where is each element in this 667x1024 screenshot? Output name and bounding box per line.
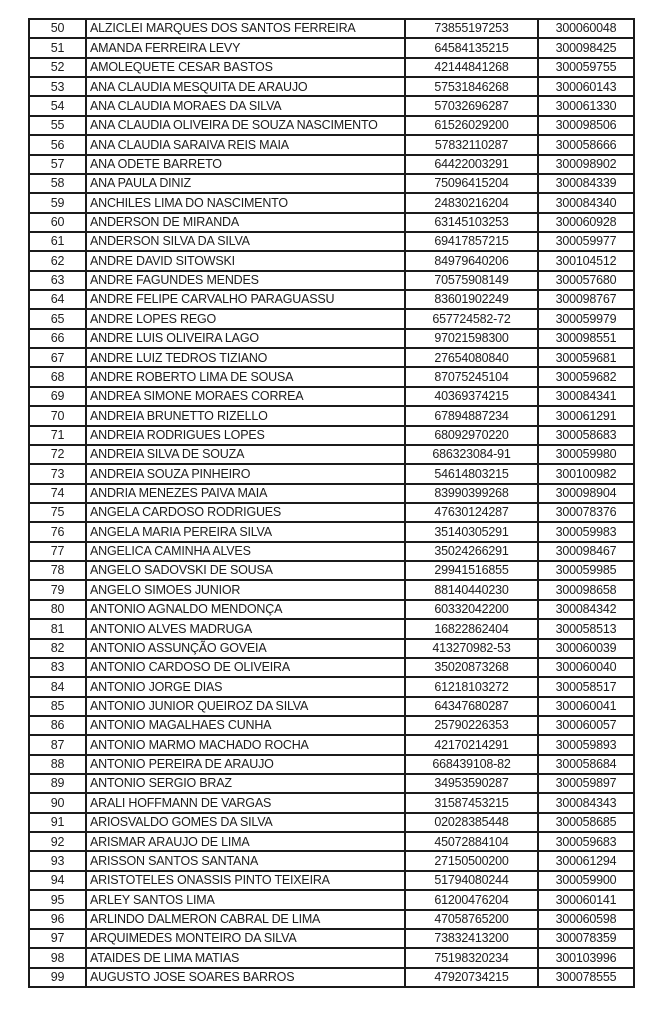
registration-number-cell: 300078376 bbox=[538, 503, 634, 522]
table-row bbox=[29, 271, 634, 290]
table-row bbox=[29, 232, 634, 251]
name-cell: ARALI HOFFMANN DE VARGAS bbox=[86, 793, 405, 812]
row-number-cell: 85 bbox=[29, 697, 86, 716]
name-cell: ATAIDES DE LIMA MATIAS bbox=[86, 948, 405, 967]
table-row bbox=[29, 755, 634, 774]
registration-number-cell: 300058517 bbox=[538, 677, 634, 696]
registration-number-cell: 300059977 bbox=[538, 232, 634, 251]
row-number-cell: 94 bbox=[29, 871, 86, 890]
table-row bbox=[29, 329, 634, 348]
name-cell: ANGELA CARDOSO RODRIGUES bbox=[86, 503, 405, 522]
table-row bbox=[29, 251, 634, 270]
table-row bbox=[29, 929, 634, 948]
table-row bbox=[29, 213, 634, 232]
roster-table bbox=[28, 18, 635, 988]
table-row bbox=[29, 445, 634, 464]
table-row bbox=[29, 484, 634, 503]
name-cell: ANTONIO MARMO MACHADO ROCHA bbox=[86, 735, 405, 754]
registration-number-cell: 300059682 bbox=[538, 367, 634, 386]
name-cell: ANA CLAUDIA SARAIVA REIS MAIA bbox=[86, 135, 405, 154]
document-number-cell: 668439108-82 bbox=[405, 755, 538, 774]
name-cell: ANDRE FAGUNDES MENDES bbox=[86, 271, 405, 290]
table-row bbox=[29, 793, 634, 812]
row-number-cell: 98 bbox=[29, 948, 86, 967]
document-number-cell: 686323084-91 bbox=[405, 445, 538, 464]
document-number-cell: 27654080840 bbox=[405, 348, 538, 367]
row-number-cell: 82 bbox=[29, 639, 86, 658]
registration-number-cell: 300078359 bbox=[538, 929, 634, 948]
document-number-cell: 70575908149 bbox=[405, 271, 538, 290]
name-cell: ANTONIO JORGE DIAS bbox=[86, 677, 405, 696]
name-cell: ARISTOTELES ONASSIS PINTO TEIXEIRA bbox=[86, 871, 405, 890]
row-number-cell: 83 bbox=[29, 658, 86, 677]
row-number-cell: 87 bbox=[29, 735, 86, 754]
registration-number-cell: 300060141 bbox=[538, 890, 634, 909]
row-number-cell: 63 bbox=[29, 271, 86, 290]
name-cell: ANA CLAUDIA OLIVEIRA DE SOUZA NASCIMENTO bbox=[86, 116, 405, 135]
name-cell: ANGELO SADOVSKI DE SOUSA bbox=[86, 561, 405, 580]
name-cell: ANGELO SIMOES JUNIOR bbox=[86, 580, 405, 599]
name-cell: ANDERSON SILVA DA SILVA bbox=[86, 232, 405, 251]
name-cell: ANGELICA CAMINHA ALVES bbox=[86, 542, 405, 561]
table-row bbox=[29, 619, 634, 638]
name-cell: ANTONIO AGNALDO MENDONÇA bbox=[86, 600, 405, 619]
document-number-cell: 61200476204 bbox=[405, 890, 538, 909]
row-number-cell: 78 bbox=[29, 561, 86, 580]
row-number-cell: 56 bbox=[29, 135, 86, 154]
registration-number-cell: 300059893 bbox=[538, 735, 634, 754]
row-number-cell: 80 bbox=[29, 600, 86, 619]
document-number-cell: 34953590287 bbox=[405, 774, 538, 793]
name-cell: ANDRE LOPES REGO bbox=[86, 309, 405, 328]
table-row bbox=[29, 735, 634, 754]
document-number-cell: 69417857215 bbox=[405, 232, 538, 251]
document-number-cell: 29941516855 bbox=[405, 561, 538, 580]
name-cell: ANDRE LUIS OLIVEIRA LAGO bbox=[86, 329, 405, 348]
table-row bbox=[29, 968, 634, 987]
row-number-cell: 66 bbox=[29, 329, 86, 348]
row-number-cell: 69 bbox=[29, 387, 86, 406]
table-row bbox=[29, 290, 634, 309]
registration-number-cell: 300061330 bbox=[538, 96, 634, 115]
row-number-cell: 67 bbox=[29, 348, 86, 367]
table-row bbox=[29, 387, 634, 406]
registration-number-cell: 300060041 bbox=[538, 697, 634, 716]
name-cell: ARLEY SANTOS LIMA bbox=[86, 890, 405, 909]
name-cell: ARIOSVALDO GOMES DA SILVA bbox=[86, 813, 405, 832]
name-cell: ARLINDO DALMERON CABRAL DE LIMA bbox=[86, 910, 405, 929]
document-number-cell: 35140305291 bbox=[405, 522, 538, 541]
name-cell: ANDREIA SILVA DE SOUZA bbox=[86, 445, 405, 464]
document-number-cell: 61218103272 bbox=[405, 677, 538, 696]
row-number-cell: 84 bbox=[29, 677, 86, 696]
document-number-cell: 42170214291 bbox=[405, 735, 538, 754]
name-cell: ANA ODETE BARRETO bbox=[86, 155, 405, 174]
name-cell: ANGELA MARIA PEREIRA SILVA bbox=[86, 522, 405, 541]
document-number-cell: 31587453215 bbox=[405, 793, 538, 812]
name-cell: ALZICLEI MARQUES DOS SANTOS FERREIRA bbox=[86, 19, 405, 38]
registration-number-cell: 300059681 bbox=[538, 348, 634, 367]
row-number-cell: 97 bbox=[29, 929, 86, 948]
name-cell: ANTONIO MAGALHAES CUNHA bbox=[86, 716, 405, 735]
table-row bbox=[29, 503, 634, 522]
document-number-cell: 35020873268 bbox=[405, 658, 538, 677]
document-number-cell: 35024266291 bbox=[405, 542, 538, 561]
name-cell: ANTONIO ALVES MADRUGA bbox=[86, 619, 405, 638]
document-number-cell: 84979640206 bbox=[405, 251, 538, 270]
document-number-cell: 16822862404 bbox=[405, 619, 538, 638]
document-number-cell: 40369374215 bbox=[405, 387, 538, 406]
registration-number-cell: 300059755 bbox=[538, 58, 634, 77]
row-number-cell: 89 bbox=[29, 774, 86, 793]
registration-number-cell: 300058685 bbox=[538, 813, 634, 832]
name-cell: ANDREIA RODRIGUES LOPES bbox=[86, 426, 405, 445]
row-number-cell: 95 bbox=[29, 890, 86, 909]
row-number-cell: 75 bbox=[29, 503, 86, 522]
document-number-cell: 61526029200 bbox=[405, 116, 538, 135]
row-number-cell: 65 bbox=[29, 309, 86, 328]
registration-number-cell: 300059985 bbox=[538, 561, 634, 580]
row-number-cell: 88 bbox=[29, 755, 86, 774]
document-number-cell: 57531846268 bbox=[405, 77, 538, 96]
name-cell: ANTONIO PEREIRA DE ARAUJO bbox=[86, 755, 405, 774]
name-cell: ANTONIO JUNIOR QUEIROZ DA SILVA bbox=[86, 697, 405, 716]
table-row bbox=[29, 522, 634, 541]
name-cell: ANTONIO ASSUNÇÃO GOVEIA bbox=[86, 639, 405, 658]
table-row bbox=[29, 19, 634, 38]
name-cell: ARISSON SANTOS SANTANA bbox=[86, 851, 405, 870]
document-number-cell: 67894887234 bbox=[405, 406, 538, 425]
registration-number-cell: 300058513 bbox=[538, 619, 634, 638]
table-row bbox=[29, 851, 634, 870]
registration-number-cell: 300078555 bbox=[538, 968, 634, 987]
name-cell: ANDREIA BRUNETTO RIZELLO bbox=[86, 406, 405, 425]
row-number-cell: 50 bbox=[29, 19, 86, 38]
registration-number-cell: 300058684 bbox=[538, 755, 634, 774]
row-number-cell: 51 bbox=[29, 38, 86, 57]
document-number-cell: 54614803215 bbox=[405, 464, 538, 483]
table-row bbox=[29, 813, 634, 832]
row-number-cell: 57 bbox=[29, 155, 86, 174]
table-row bbox=[29, 600, 634, 619]
table-row bbox=[29, 155, 634, 174]
registration-number-cell: 300098425 bbox=[538, 38, 634, 57]
document-number-cell: 88140440230 bbox=[405, 580, 538, 599]
table-row bbox=[29, 677, 634, 696]
registration-number-cell: 300059980 bbox=[538, 445, 634, 464]
name-cell: ARQUIMEDES MONTEIRO DA SILVA bbox=[86, 929, 405, 948]
name-cell: ANDRE ROBERTO LIMA DE SOUSA bbox=[86, 367, 405, 386]
table-row bbox=[29, 174, 634, 193]
registration-number-cell: 300104512 bbox=[538, 251, 634, 270]
document-number-cell: 25790226353 bbox=[405, 716, 538, 735]
row-number-cell: 61 bbox=[29, 232, 86, 251]
table-row bbox=[29, 871, 634, 890]
row-number-cell: 99 bbox=[29, 968, 86, 987]
table-row bbox=[29, 561, 634, 580]
document-number-cell: 657724582-72 bbox=[405, 309, 538, 328]
row-number-cell: 60 bbox=[29, 213, 86, 232]
table-row bbox=[29, 309, 634, 328]
row-number-cell: 81 bbox=[29, 619, 86, 638]
name-cell: ANDRIA MENEZES PAIVA MAIA bbox=[86, 484, 405, 503]
table-row bbox=[29, 426, 634, 445]
table-row bbox=[29, 697, 634, 716]
document-number-cell: 75198320234 bbox=[405, 948, 538, 967]
document-number-cell: 63145103253 bbox=[405, 213, 538, 232]
registration-number-cell: 300098904 bbox=[538, 484, 634, 503]
registration-number-cell: 300060040 bbox=[538, 658, 634, 677]
registration-number-cell: 300059900 bbox=[538, 871, 634, 890]
document-number-cell: 47630124287 bbox=[405, 503, 538, 522]
document-number-cell: 47058765200 bbox=[405, 910, 538, 929]
registration-number-cell: 300084342 bbox=[538, 600, 634, 619]
table-row bbox=[29, 77, 634, 96]
name-cell: ANA CLAUDIA MESQUITA DE ARAUJO bbox=[86, 77, 405, 96]
registration-number-cell: 300059979 bbox=[538, 309, 634, 328]
registration-number-cell: 300084343 bbox=[538, 793, 634, 812]
table-row bbox=[29, 38, 634, 57]
row-number-cell: 62 bbox=[29, 251, 86, 270]
document-number-cell: 27150500200 bbox=[405, 851, 538, 870]
registration-number-cell: 300098902 bbox=[538, 155, 634, 174]
name-cell: ANDRE DAVID SITOWSKI bbox=[86, 251, 405, 270]
document-number-cell: 64422003291 bbox=[405, 155, 538, 174]
row-number-cell: 64 bbox=[29, 290, 86, 309]
table-row bbox=[29, 542, 634, 561]
registration-number-cell: 300098467 bbox=[538, 542, 634, 561]
table-row bbox=[29, 910, 634, 929]
registration-number-cell: 300060039 bbox=[538, 639, 634, 658]
registration-number-cell: 300061294 bbox=[538, 851, 634, 870]
row-number-cell: 58 bbox=[29, 174, 86, 193]
registration-number-cell: 300060143 bbox=[538, 77, 634, 96]
registration-number-cell: 300061291 bbox=[538, 406, 634, 425]
registration-number-cell: 300059683 bbox=[538, 832, 634, 851]
registration-number-cell: 300058666 bbox=[538, 135, 634, 154]
name-cell: AUGUSTO JOSE SOARES BARROS bbox=[86, 968, 405, 987]
table-row bbox=[29, 96, 634, 115]
table-row bbox=[29, 193, 634, 212]
table-row bbox=[29, 832, 634, 851]
table-row bbox=[29, 658, 634, 677]
name-cell: ANTONIO SERGIO BRAZ bbox=[86, 774, 405, 793]
document-number-cell: 73855197253 bbox=[405, 19, 538, 38]
name-cell: AMOLEQUETE CESAR BASTOS bbox=[86, 58, 405, 77]
table-row bbox=[29, 774, 634, 793]
row-number-cell: 52 bbox=[29, 58, 86, 77]
document-number-cell: 87075245104 bbox=[405, 367, 538, 386]
name-cell: ANDRE FELIPE CARVALHO PARAGUASSU bbox=[86, 290, 405, 309]
document-number-cell: 68092970220 bbox=[405, 426, 538, 445]
row-number-cell: 90 bbox=[29, 793, 86, 812]
name-cell: ANDREIA SOUZA PINHEIRO bbox=[86, 464, 405, 483]
document-number-cell: 83990399268 bbox=[405, 484, 538, 503]
name-cell: ARISMAR ARAUJO DE LIMA bbox=[86, 832, 405, 851]
registration-number-cell: 300060048 bbox=[538, 19, 634, 38]
registration-number-cell: 300060928 bbox=[538, 213, 634, 232]
table-row bbox=[29, 348, 634, 367]
row-number-cell: 59 bbox=[29, 193, 86, 212]
document-number-cell: 60332042200 bbox=[405, 600, 538, 619]
document-number-cell: 42144841268 bbox=[405, 58, 538, 77]
table-row bbox=[29, 135, 634, 154]
name-cell: ANDRE LUIZ TEDROS TIZIANO bbox=[86, 348, 405, 367]
table-row bbox=[29, 406, 634, 425]
row-number-cell: 76 bbox=[29, 522, 86, 541]
table-row bbox=[29, 116, 634, 135]
table-row bbox=[29, 639, 634, 658]
document-number-cell: 64584135215 bbox=[405, 38, 538, 57]
row-number-cell: 93 bbox=[29, 851, 86, 870]
document-number-cell: 24830216204 bbox=[405, 193, 538, 212]
table-row bbox=[29, 716, 634, 735]
registration-number-cell: 300059897 bbox=[538, 774, 634, 793]
document-number-cell: 64347680287 bbox=[405, 697, 538, 716]
registration-number-cell: 300084340 bbox=[538, 193, 634, 212]
registration-number-cell: 300098551 bbox=[538, 329, 634, 348]
table-row bbox=[29, 580, 634, 599]
name-cell: ANDREA SIMONE MORAES CORREA bbox=[86, 387, 405, 406]
row-number-cell: 70 bbox=[29, 406, 86, 425]
registration-number-cell: 300059983 bbox=[538, 522, 634, 541]
table-row bbox=[29, 890, 634, 909]
registration-number-cell: 300058683 bbox=[538, 426, 634, 445]
row-number-cell: 86 bbox=[29, 716, 86, 735]
registration-number-cell: 300098658 bbox=[538, 580, 634, 599]
document-number-cell: 47920734215 bbox=[405, 968, 538, 987]
name-cell: ANA CLAUDIA MORAES DA SILVA bbox=[86, 96, 405, 115]
row-number-cell: 72 bbox=[29, 445, 86, 464]
registration-number-cell: 300057680 bbox=[538, 271, 634, 290]
name-cell: AMANDA FERREIRA LEVY bbox=[86, 38, 405, 57]
name-cell: ANCHILES LIMA DO NASCIMENTO bbox=[86, 193, 405, 212]
document-number-cell: 45072884104 bbox=[405, 832, 538, 851]
name-cell: ANA PAULA DINIZ bbox=[86, 174, 405, 193]
row-number-cell: 53 bbox=[29, 77, 86, 96]
registration-number-cell: 300084339 bbox=[538, 174, 634, 193]
table-row bbox=[29, 58, 634, 77]
name-cell: ANDERSON DE MIRANDA bbox=[86, 213, 405, 232]
document-number-cell: 57832110287 bbox=[405, 135, 538, 154]
table-row bbox=[29, 367, 634, 386]
row-number-cell: 96 bbox=[29, 910, 86, 929]
name-cell: ANTONIO CARDOSO DE OLIVEIRA bbox=[86, 658, 405, 677]
registration-number-cell: 300084341 bbox=[538, 387, 634, 406]
document-number-cell: 73832413200 bbox=[405, 929, 538, 948]
table-row bbox=[29, 948, 634, 967]
registration-number-cell: 300060057 bbox=[538, 716, 634, 735]
registration-number-cell: 300060598 bbox=[538, 910, 634, 929]
registration-number-cell: 300103996 bbox=[538, 948, 634, 967]
registration-number-cell: 300098767 bbox=[538, 290, 634, 309]
row-number-cell: 74 bbox=[29, 484, 86, 503]
row-number-cell: 92 bbox=[29, 832, 86, 851]
row-number-cell: 79 bbox=[29, 580, 86, 599]
document-number-cell: 75096415204 bbox=[405, 174, 538, 193]
row-number-cell: 71 bbox=[29, 426, 86, 445]
document-number-cell: 57032696287 bbox=[405, 96, 538, 115]
row-number-cell: 91 bbox=[29, 813, 86, 832]
document-number-cell: 02028385448 bbox=[405, 813, 538, 832]
registration-number-cell: 300100982 bbox=[538, 464, 634, 483]
roster-table-body bbox=[29, 19, 634, 987]
table-row bbox=[29, 464, 634, 483]
document-number-cell: 83601902249 bbox=[405, 290, 538, 309]
row-number-cell: 54 bbox=[29, 96, 86, 115]
row-number-cell: 68 bbox=[29, 367, 86, 386]
document-number-cell: 413270982-53 bbox=[405, 639, 538, 658]
row-number-cell: 73 bbox=[29, 464, 86, 483]
row-number-cell: 77 bbox=[29, 542, 86, 561]
document-number-cell: 97021598300 bbox=[405, 329, 538, 348]
row-number-cell: 55 bbox=[29, 116, 86, 135]
registration-number-cell: 300098506 bbox=[538, 116, 634, 135]
document-number-cell: 51794080244 bbox=[405, 871, 538, 890]
